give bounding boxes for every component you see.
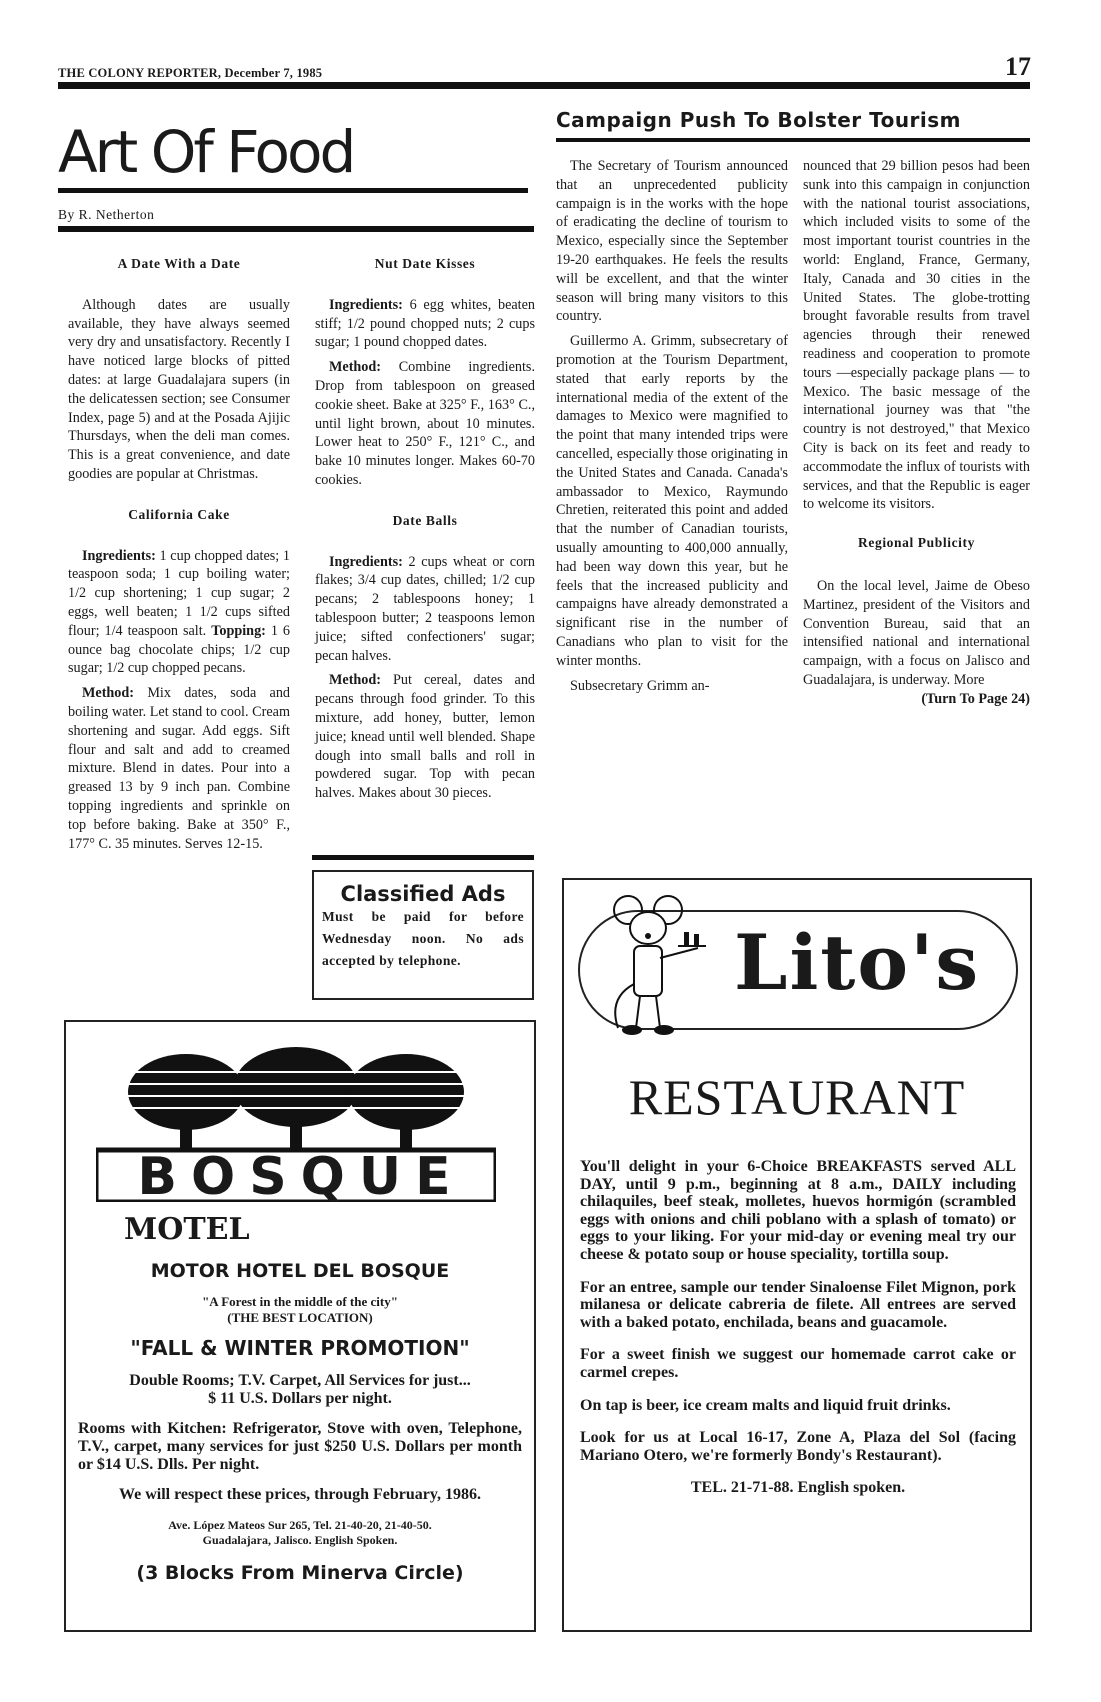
paragraph: On tap is beer, ice cream malts and liquid fruit drinks. [580,1396,951,1414]
jump-line: (Turn To Page 24) [921,690,1030,707]
paragraph [68,684,290,853]
directions: (3 Blocks From Minerva Circle) [136,1562,464,1584]
text: Mix dates, soda and boiling water. Let stand to cool. Cream shortening and sugar. Add eggs. Sift flour and salt and add to creamed mixture. Blend in dates. Pour into a greased 13 by 9 inch pan. Combine topping ingredients and sprinkle on top before baking. Bake at 350° F., 177° C. 35 minutes. Serves 12-15. [68,685,291,852]
paragraph: On the local level, Jaime de Obeso Martinez, president of the Visitors and Convention Bureau, said that an intensified national and international campaign, with a focus on Jalisco and Guadalajara, is underway. More [803,577,1030,688]
label: Method: [82,685,135,702]
paragraph [315,358,535,490]
paragraph: Subsecretary Grimm an- [570,677,710,694]
label: Topping: [211,622,266,639]
text: Put cereal, dates and pecans through food grinder. To this mixture, add honey, butter, lemon juice; knead until well blended. Shape dough into small balls and roll in powdered sugar. Top with pecan halves. Makes about 30 pieces. [315,672,536,802]
text: 1 6 ounce bag chocolate chips; 1/2 cup sugar; 1/2 cup chopped pecans. [68,622,291,677]
bosque-ad-text [66,1260,534,1584]
byline: By R. Netherton [58,207,155,222]
food-column-1 [68,245,290,859]
text: 2 cups wheat or corn flakes; 3/4 cup dates, chilled; 1/2 cup pecans; 2 tablespoons honey; 1 tablespoon butter; 2 teaspoons lemon juice; sifted confectioners' sugar; pecan halves. [315,553,535,664]
section-heading: California Cake [128,506,230,522]
text: 6 egg whites, beaten stiff; 1/2 pound chopped nuts; 2 cups sugar; 1 pound chopped dates. [315,296,536,351]
section-heading: A Date With a Date [117,256,241,271]
subheading: Regional Publicity [858,535,975,551]
bosque-motel-ad [64,1020,536,1632]
masthead-rule [58,82,1030,89]
classified-text: Must be paid for before Wednesday noon. No ads accepted by telephone. [322,909,524,968]
slogan-location: (THE BEST LOCATION) [227,1310,373,1325]
paragraph: nounced that 29 billion pesos had been sunk into this campaign in conjunction with the national tourist associations, which included visits to some of the most important tourist countries in the world: England, France, Germany, Italy, Canada and 30 cities in the United States. The globe-trotting brought favorable results from travel agencies through their renewed readiness and cooperation to promote tours —especially package plans — to Mexico. The basic message of the international journey was that "the country is not destroyed," that Mexico City is back on its feet and ready to accommodate the influx of tourists with services, and that the Republic is eager to welcome its visitors. [803,158,1030,513]
label: Method: [329,672,382,689]
page-number: 17 [1005,52,1031,81]
litos-restaurant-ad [562,878,1032,1632]
litos-body [580,1158,1016,1512]
motel-logo-text: MOTEL [124,1212,250,1247]
city-line: Guadalajara, Jalisco. English Spoken. [202,1533,398,1547]
slogan: "A Forest in the middle of the city" [202,1294,398,1309]
art-of-food-title: Art Of Food [58,118,354,186]
telephone-line: TEL. 21-71-88. English spoken. [690,1479,906,1497]
masthead-line: THE COLONY REPORTER, December 7, 1985 [58,66,323,80]
byline-rule [58,226,534,232]
paragraph [315,671,535,803]
classified-rule [312,855,534,860]
paragraph: Look for us at Local 16-17, Zone A, Plaza del Sol (facing Mariano Otero, we're formerly Bondy's Restaurant). [580,1429,1016,1464]
address: Ave. López Mateos Sur 265, Tel. 21-40-20, 21-40-50. [168,1518,432,1532]
classified-title: Classified Ads [340,882,506,906]
text: Combine ingredients. Drop from tablespoon on greased cookie sheet. Bake at 325° F., 163° C., until light brown, about 10 minutes. Lower heat to 250° F., 121° C., and bake 10 minutes longer. Makes 60-70 cookies. [315,359,535,488]
tourism-column-2 [803,157,1030,709]
paragraph: Guillermo A. Grimm, subsecretary of promotion at the Tourism Department, stated that early reports by the international media of the extent of the damages to Mexico were magnified to the point that many intended trips were cancelled, especially those originating in the United States and Canada. Canada's ambassador to Mexico, Raymundo Chretien, reiterated this point and added that the number of Canadian tourists, usually amounting to 400,000 annually, had been way down this year, but he feels that the increased publicity and campaigns have already demonstrated a significant rise in the number of Canadians who plan to visit for the winter months. [556,333,788,669]
label: Ingredients: [82,547,156,564]
tourism-headline: Campaign Push To Bolster Tourism [556,108,962,132]
label: Ingredients: [329,553,403,570]
section-heading: Nut Date Kisses [374,256,476,271]
litos-logo-text: Lito's [734,918,981,1007]
double-rooms-price: $ 11 U.S. Dollars per night. [208,1390,392,1407]
food-column-2 [315,245,535,809]
bosque-logo-text: BOSQUE [137,1147,465,1207]
paragraph: For a sweet finish we suggest our homemade carrot cake or carmel crepes. [580,1346,1016,1381]
paragraph [315,296,535,352]
paragraph [315,553,535,666]
promo-heading: "FALL & WINTER PROMOTION" [130,1336,470,1360]
hotel-name: MOTOR HOTEL DEL BOSQUE [150,1260,450,1282]
paragraph: You'll delight in your 6-Choice BREAKFASTS served ALL DAY, until 9 p.m., beginning at 8 a.m., DAILY including chilaquiles, beef steak, molletes, huevos hormigón (scrambled eggs with onions and chili poblano with a splash of tomato) or eggs to your liking. For your mid-day or evening meal try our cheese & potato soup or house speciality, tortilla soup. [580,1158,1016,1263]
classified-ads-box [312,870,534,1000]
text: 1 cup chopped dates; 1 teaspoon soda; 1 cup boiling water; 1/2 cup shortening; 1 cup sugar; 2 eggs, well beaten; 1 1/2 cups sifted flour; 1/4 teaspoon salt. [68,547,291,639]
paragraph: The Secretary of Tourism announced that an unprecedented publicity campaign is in the works with the hope of eradicating the decline of tourism to Mexico, especially since the September 19-20 earthquakes. He feels the results will be excellent, and that the winter season will bring many visitors to this country. [556,158,788,325]
paragraph [68,547,290,679]
paragraph: Although dates are usually available, they have always seemed very dry and unsatisfactory. Recently I have noticed large blocks of pitted dates: at large Guadalajara supers (in the delicatessen section; see Consumer Index, page 5) and at the Posada Ajijic Thursdays, when the deli man comes. This is a great convenience, and date goodies are popular at Christmas. [68,296,290,482]
title-rule [58,188,528,193]
tourism-rule [556,138,1030,142]
price-validity: We will respect these prices, through February, 1986. [118,1486,482,1503]
paragraph: For an entree, sample our tender Sinaloense Filet Mignon, pork milanesa or delicate cabreria de filete. All entrees are served with a baked potato, enchilada, beans and guacamole. [580,1278,1016,1331]
label: Ingredients: [329,296,403,313]
tourism-column-1 [556,157,788,701]
kitchen-rooms-text: Rooms with Kitchen: Refrigerator, Stove with oven, Telephone, T.V., carpet, many services for just $250 U.S. Dollars per month or $14 U.S. Dlls. Per night. [78,1420,522,1473]
section-heading: Date Balls [392,512,458,528]
label: Method: [329,359,382,376]
mouse-waiter-icon [598,888,708,1038]
restaurant-heading: RESTAURANT [628,1069,966,1125]
double-rooms-text: Double Rooms; T.V. Carpet, All Services for just... [129,1372,471,1389]
